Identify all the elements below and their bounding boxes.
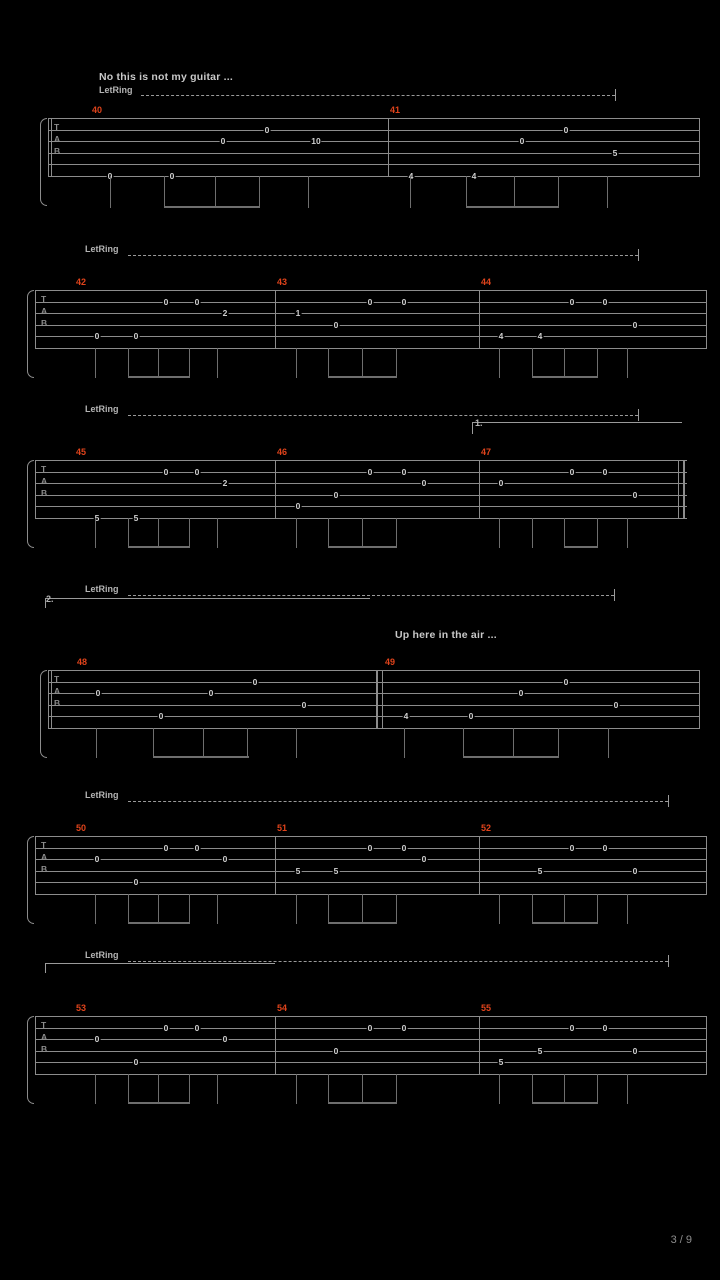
fret-number: 0 bbox=[569, 842, 575, 853]
fret-number: 0 bbox=[602, 842, 608, 853]
tab-letter-t: T bbox=[41, 1020, 47, 1030]
letring-label-4: LetRing bbox=[85, 584, 119, 594]
tab-letter-a: A bbox=[41, 1032, 48, 1042]
fret-number: 0 bbox=[220, 136, 226, 146]
tab-staff bbox=[35, 823, 707, 894]
measure-number: 46 bbox=[277, 447, 288, 457]
fret-number: 0 bbox=[208, 688, 214, 698]
fret-number: 0 bbox=[401, 1022, 407, 1033]
tab-letter-a: A bbox=[54, 686, 61, 696]
fret-number: 5 bbox=[133, 513, 139, 523]
tab-letter-a: A bbox=[41, 852, 48, 862]
tab-letter-a: A bbox=[54, 134, 61, 144]
repeat-bracket-2 bbox=[45, 598, 370, 608]
fret-number: 0 bbox=[133, 877, 139, 887]
letring-end-2 bbox=[638, 249, 639, 261]
lyric-line-2: Up here in the air ... bbox=[395, 629, 497, 641]
fret-number: 0 bbox=[367, 1022, 373, 1033]
measure-number: 54 bbox=[277, 1003, 288, 1013]
measure-number: 53 bbox=[76, 1003, 87, 1013]
measure-number: 41 bbox=[390, 105, 401, 115]
fret-number: 4 bbox=[498, 331, 504, 341]
letring-end-1 bbox=[615, 89, 616, 101]
letring-label-3: LetRing bbox=[85, 404, 119, 414]
tab-system-5 bbox=[27, 823, 707, 936]
tab-letter-t: T bbox=[41, 464, 47, 474]
fret-number: 0 bbox=[602, 1022, 608, 1033]
system-brace bbox=[27, 460, 34, 548]
fret-number: 0 bbox=[169, 171, 175, 181]
measure-number: 51 bbox=[277, 823, 288, 833]
fret-number: 0 bbox=[518, 688, 524, 698]
fret-number: 0 bbox=[563, 676, 569, 687]
letring-label-5: LetRing bbox=[85, 790, 119, 800]
letring-label-2: LetRing bbox=[85, 244, 119, 254]
fret-number: 0 bbox=[194, 296, 200, 307]
fret-number: 0 bbox=[295, 501, 301, 511]
measure-number: 43 bbox=[277, 277, 288, 287]
fret-number: 0 bbox=[194, 466, 200, 477]
tab-staff bbox=[48, 105, 700, 181]
system-brace bbox=[40, 118, 47, 206]
fret-number: 0 bbox=[194, 842, 200, 853]
fret-number: 0 bbox=[107, 171, 113, 181]
fret-number: 0 bbox=[613, 699, 619, 710]
system-brace bbox=[27, 290, 34, 378]
measure-number: 49 bbox=[385, 657, 396, 667]
fret-number: 0 bbox=[367, 466, 373, 477]
fret-number: 0 bbox=[367, 842, 373, 853]
fret-number: 0 bbox=[602, 296, 608, 307]
tab-letter-b: B bbox=[54, 146, 61, 156]
tab-letter-b: B bbox=[41, 488, 48, 498]
fret-number: 0 bbox=[498, 478, 504, 488]
fret-number: 0 bbox=[632, 1045, 638, 1056]
fret-number: 0 bbox=[563, 124, 569, 135]
repeat-number-2: 2. bbox=[46, 594, 54, 604]
measure-number: 55 bbox=[481, 1003, 492, 1013]
fret-number: 2 bbox=[222, 478, 228, 488]
fret-number: 0 bbox=[163, 296, 169, 307]
fret-number: 0 bbox=[252, 676, 258, 687]
fret-number: 4 bbox=[408, 171, 414, 181]
tab-letter-b: B bbox=[41, 318, 48, 328]
letring-dashes-4 bbox=[128, 595, 614, 596]
fret-number: 0 bbox=[421, 854, 427, 864]
fret-number: 2 bbox=[222, 308, 228, 318]
fret-number: 0 bbox=[632, 489, 638, 500]
fret-number: 0 bbox=[133, 331, 139, 341]
fret-number: 0 bbox=[333, 319, 339, 330]
tab-letter-b: B bbox=[41, 864, 48, 874]
tab-letter-t: T bbox=[41, 294, 47, 304]
fret-number: 5 bbox=[537, 865, 543, 876]
fret-number: 5 bbox=[498, 1057, 504, 1067]
repeat-number-1: 1. bbox=[475, 418, 483, 428]
fret-number: 0 bbox=[569, 296, 575, 307]
fret-number: 5 bbox=[333, 865, 339, 876]
tab-system-3 bbox=[27, 447, 687, 560]
fret-number: 0 bbox=[519, 136, 525, 146]
measure-number: 48 bbox=[77, 657, 88, 667]
fret-number: 0 bbox=[468, 711, 474, 721]
fret-number: 1 bbox=[295, 308, 301, 318]
fret-number: 10 bbox=[311, 136, 321, 146]
fret-number: 0 bbox=[194, 1022, 200, 1033]
letring-end-3 bbox=[638, 409, 639, 421]
repeat-bracket-3 bbox=[45, 963, 275, 973]
fret-number: 0 bbox=[569, 1022, 575, 1033]
fret-number: 4 bbox=[537, 331, 543, 341]
fret-number: 0 bbox=[163, 1022, 169, 1033]
fret-number: 0 bbox=[94, 854, 100, 864]
tab-letter-b: B bbox=[54, 698, 61, 708]
fret-number: 4 bbox=[403, 711, 409, 721]
tab-letter-t: T bbox=[41, 840, 47, 850]
fret-number: 0 bbox=[133, 1057, 139, 1067]
measure-number: 44 bbox=[481, 277, 492, 287]
tab-staff bbox=[35, 1003, 707, 1074]
letring-label-1: LetRing bbox=[99, 85, 133, 95]
fret-number: 0 bbox=[222, 1034, 228, 1044]
fret-number: 0 bbox=[158, 711, 164, 721]
fret-number: 0 bbox=[602, 466, 608, 477]
measure-number: 47 bbox=[481, 447, 492, 457]
fret-number: 0 bbox=[163, 466, 169, 477]
fret-number: 0 bbox=[94, 331, 100, 341]
repeat-bracket-1 bbox=[472, 422, 682, 434]
tab-letter-t: T bbox=[54, 674, 60, 684]
fret-number: 0 bbox=[333, 489, 339, 500]
tab-system-2 bbox=[27, 277, 707, 390]
fret-number: 0 bbox=[632, 865, 638, 876]
fret-number: 0 bbox=[569, 466, 575, 477]
fret-number: 0 bbox=[94, 1034, 100, 1044]
tab-staff bbox=[35, 447, 687, 523]
fret-number: 0 bbox=[421, 478, 427, 488]
tab-staff bbox=[48, 657, 700, 728]
measure-number: 50 bbox=[76, 823, 87, 833]
fret-number: 0 bbox=[163, 842, 169, 853]
fret-number: 0 bbox=[95, 688, 101, 698]
fret-number: 0 bbox=[401, 842, 407, 853]
fret-number: 5 bbox=[295, 865, 301, 876]
letring-label-6: LetRing bbox=[85, 950, 119, 960]
system-brace bbox=[27, 836, 34, 924]
fret-number: 5 bbox=[537, 1045, 543, 1056]
fret-number: 5 bbox=[94, 513, 100, 523]
system-brace bbox=[27, 1016, 34, 1104]
letring-dashes-5 bbox=[128, 801, 668, 802]
fret-number: 0 bbox=[367, 296, 373, 307]
tab-system-4 bbox=[40, 657, 700, 770]
measure-number: 42 bbox=[76, 277, 87, 287]
lyric-line-1: No this is not my guitar ... bbox=[99, 71, 233, 83]
measure-number: 52 bbox=[481, 823, 492, 833]
fret-number: 0 bbox=[264, 124, 270, 135]
letring-end-5 bbox=[668, 795, 669, 807]
letring-dashes-3 bbox=[128, 415, 638, 416]
tab-letter-t: T bbox=[54, 122, 60, 132]
measure-number: 45 bbox=[76, 447, 87, 457]
letring-dashes-1 bbox=[141, 95, 615, 96]
fret-number: 5 bbox=[612, 147, 618, 158]
tab-letter-a: A bbox=[41, 306, 48, 316]
letring-dashes-2 bbox=[128, 255, 638, 256]
letring-end-6 bbox=[668, 955, 669, 967]
fret-number: 0 bbox=[222, 854, 228, 864]
tab-system-1 bbox=[40, 105, 700, 218]
tab-staff bbox=[35, 277, 707, 348]
page-number: 3 / 9 bbox=[670, 1234, 692, 1246]
fret-number: 0 bbox=[401, 296, 407, 307]
tab-letter-b: B bbox=[41, 1044, 48, 1054]
system-brace bbox=[40, 670, 47, 758]
letring-dashes-6 bbox=[128, 961, 668, 962]
tab-letter-a: A bbox=[41, 476, 48, 486]
fret-number: 0 bbox=[632, 319, 638, 330]
tab-system-6 bbox=[27, 1003, 707, 1116]
letring-end-4 bbox=[614, 589, 615, 601]
fret-number: 0 bbox=[401, 466, 407, 477]
fret-number: 0 bbox=[301, 699, 307, 710]
fret-number: 4 bbox=[471, 171, 477, 181]
fret-number: 0 bbox=[333, 1045, 339, 1056]
measure-number: 40 bbox=[92, 105, 103, 115]
